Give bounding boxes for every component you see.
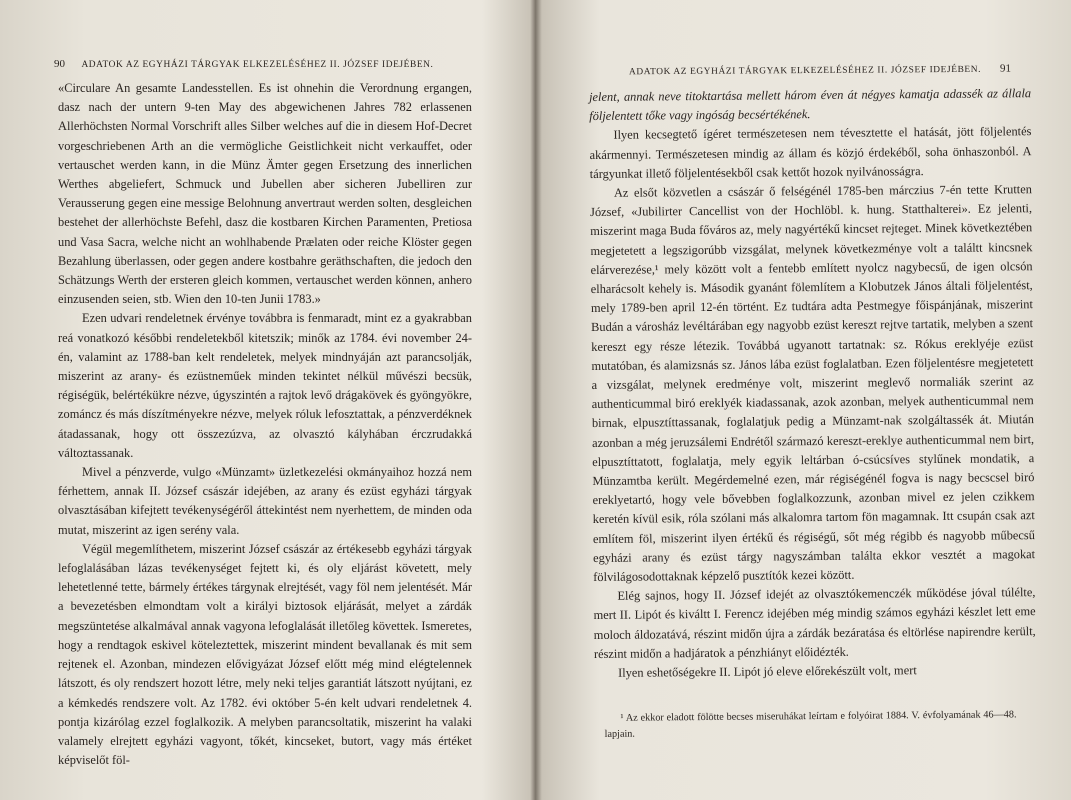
right-page xyxy=(535,0,1071,800)
paragraph: jelent, annak neve titoktartása mellett három éven át négyes kamatja adassék az állala följelentett tőke vagy ingóság becsértékének. xyxy=(589,86,1032,124)
paragraph: Ilyen kecsegtető ígéret természetesen nem tévesztette el hatását, jött följelentés akármennyi. Természetesen mindig az állam és közjó érdekéből, soha önhaszonból. A tárgyunkat illető följelentésekből csak kettőt hozok nyilvánosságra. xyxy=(589,124,1032,181)
left-page xyxy=(0,0,525,800)
paragraph: Végül megemlíthetem, miszerint József császár az értékesebb egyházi tárgyak lefoglalásában lázas tevékenységet fejtett ki, és oly eljárást követett, mely lehetetlenné tette, bármely értékes tárgynak elrejtését, vagy föl nem jelentését. Már a bevezetésben elmondtam volt a királyi biztosok eljárását, melyet a zárdák megszüntetése alkalmával annak vagyona lefoglalását illetőleg követtek. Ismeretes, hogy a rendtagok eskivel köteleztettek, miszerint mindent bevallanak és mit sem rejtenek el. Azonban, mindezen elővigyázat József előtt még mind elégtelennek látszott, és oly rendszert hozott létre, mely neki teljes garantiát látszott nyújtani, ez a kémkedés rendszere volt. Az 1782. évi október 5-én kelt udvari rendeletnek 4. pontja kizárólag ezzel foglalkozik. A melyben parancsoltatik, miszerint ha valaki valamely elrejtett egyházi vagyont, tőkét, kincseket, butort, vagy más értéket képviselőt föl- xyxy=(58,541,472,768)
left-running-head-text: ADATOK AZ EGYHÁZI TÁRGYAK ELKEZELÉSÉHEZ II. JÓZSEF IDEJÉBEN. xyxy=(81,60,434,70)
paragraph: Ilyen eshetőségekre II. Lipót jó eleve előrekészült volt, mert xyxy=(618,663,917,680)
left-page-number: 90 xyxy=(54,58,65,70)
left-page-body xyxy=(58,79,472,770)
right-page-body xyxy=(589,84,1037,743)
footnote: ¹ Az ekkor eladott fölötte becses miseruhákat leírtam e folyóirat 1884. V. évfolyamának 46—48. lapjain. xyxy=(604,709,1017,741)
left-running-header xyxy=(54,58,474,70)
paragraph: «Circulare An gesamte Landesstellen. Es ist ohnehin die Verordnung ergangen, dasz nach der untern 9-ten May des abgewichenen Jahres 782 erlassenen Allerhöchsten Normal Vorschrift alles Silber welches auf die in diesem Hof-Decret vorgeschriebenen Arth an die vermögliche Geistlichkeit nicht verkauffet, oder vertauschet werden kann, in die Münz Ämter gegen Ersetzung des innerlichen Werthes abgeliefert, Schmuck und Jubellen aber sicheren Jubelliren zur Verausserung gegen eine messige Belohnung anvertraut werden solten, desgleichen bestehet der allerhöchste Befehl, dasz die kostbaren Kirchen Paramenten, Pretiosa und Vasa Sacra, welche nicht an wohlhabende Prælaten oder reiche Klöster gegen Bezahlung überlassen, oder gegen andere kostbahre geräthschaften, die jedoch den Schätzungs Werth der ersteren gleich kommen, vertauschet werden können, anhero einzusenden seien, stb. Wien den 10-ten Junii 1783.» xyxy=(58,81,472,307)
paragraph: Ezen udvari rendeletnek érvénye továbbra is fenmaradt, mint ez a gyakrabban reá vonatkozó későbbi rendeletekből kitetszik; minők az 1784. évi november 24-én, valamint az 1788-ban kelt rendeletek, melyek mindnyáján azt parancsolják, miszerint az arany- és ezüstneműek minden tekintet nélkül művészi becsük, régiségük, belértékükre nézve, úgyszintén a rajtok levő drágakövek és gyöngyökre, zománcz és más díszítményekre nézve, melyek róluk lefosztattak, a pénzverdéknek átadassanak, hogy ott összezúzva, az olvasztó kályhában érczrudakká változtassanak. xyxy=(58,311,472,460)
right-page-number: 91 xyxy=(999,62,1012,75)
paragraph: Az elsőt közvetlen a császár ő felségénél 1785-ben márczius 7-én tette Krutten József, «Jubilirter Cancellist von der Hochlöbl. k. hung. Statthalterei». Ez jelenti, miszerint maga Buda főváros az, mely nagyértékű kincset rejteget. Minek következtében megjetetett a legszigorúbb vizsgálat, melynek következménye volt a találtt kincsnek elárverezése,¹ mely között volt a fentebb említett nyolcz nagybecsű, de igen olcsón elharácsolt kehely is. Második gyanánt fölemlítem a Klobutzek János általi följelentést, mely 1789-ben april 12-én történt. Ez tudtára adta Pestmegye főispánjának, miszerint Budán a városház levéltárában egy nagyobb ezüst kereszt rejtve tartatik, melyben a szent kereszt egy része létezik. Továbbá ugyanott tartatnak: sz. Rókus ereklyéje ezüst mutatóban, és alamizsnás sz. János lába ezüst foglalatban. Ezen följelentésre megjetetett a vizsgálat, melynek eredménye volt, miszerint meglevő normaliák szerint az authenticummal biró ereklyék kiadassanak, azok azonban, melyek authenticummal nem birnak, elpusztíttassanak, foglalatjuk pedig a Münzamt-nak szolgáltassék át. Miután azonban a még jeruzsálemi Endrétől származó kereszt-ereklye authenticummal nem birt, elpusztíttatott, foglalatja, mely egyik leltárban ó-csúcsíves stylűnek mondatik, a Münzamtba került. Megérdemelné ezen, már régiségénél fogva is nagy becscsel biró ereklyetartó, hogy vele bővebben foglalkozzunk, azonban mivel ez jelen czikkem keretén kívül esik, róla szólani más alkalomra tartom fön magamnak. Itt csupán csak azt említem föl, miszerint ilyen értékű és régiségű, sőt még régibb és nagyobb műbecsű egyházi arany és ezüst tárgy nagyszámban találta ekkor vesztét a magokat fölvilágosodottaknak képzelő pusztítók kezei között. xyxy=(590,182,1036,585)
right-running-head-text: ADATOK AZ EGYHÁZI TÁRGYAK ELKEZELÉSÉHEZ II. JÓZSEF IDEJÉBEN. xyxy=(628,64,982,78)
paragraph: Elég sajnos, hogy II. József idejét az olvasztókemenczék működése jóval túlélte, mert II. Lipót és kiváltt I. Ferencz idejében még mindig számos egyházi készlet lett eme moloch áldozatává, részint midőn újra a zárdák bezáratása és eltörlése napirendre került, részint midőn a hadjáratok a pénzhiányt előidézték. xyxy=(593,585,1036,661)
paragraph: Mivel a pénzverde, vulgo «Münzamt» üzletkezelési okmányaihoz hozzá nem férhettem, annak II. József császár idejében, az arany és ezüst egyházi tárgyak olvasztásában kifejtett tevékenységéről áttekintést nem nyerhettem, de minden oda mutat, miszerint az igen serény vala. xyxy=(58,465,472,537)
right-running-header xyxy=(611,63,1011,78)
